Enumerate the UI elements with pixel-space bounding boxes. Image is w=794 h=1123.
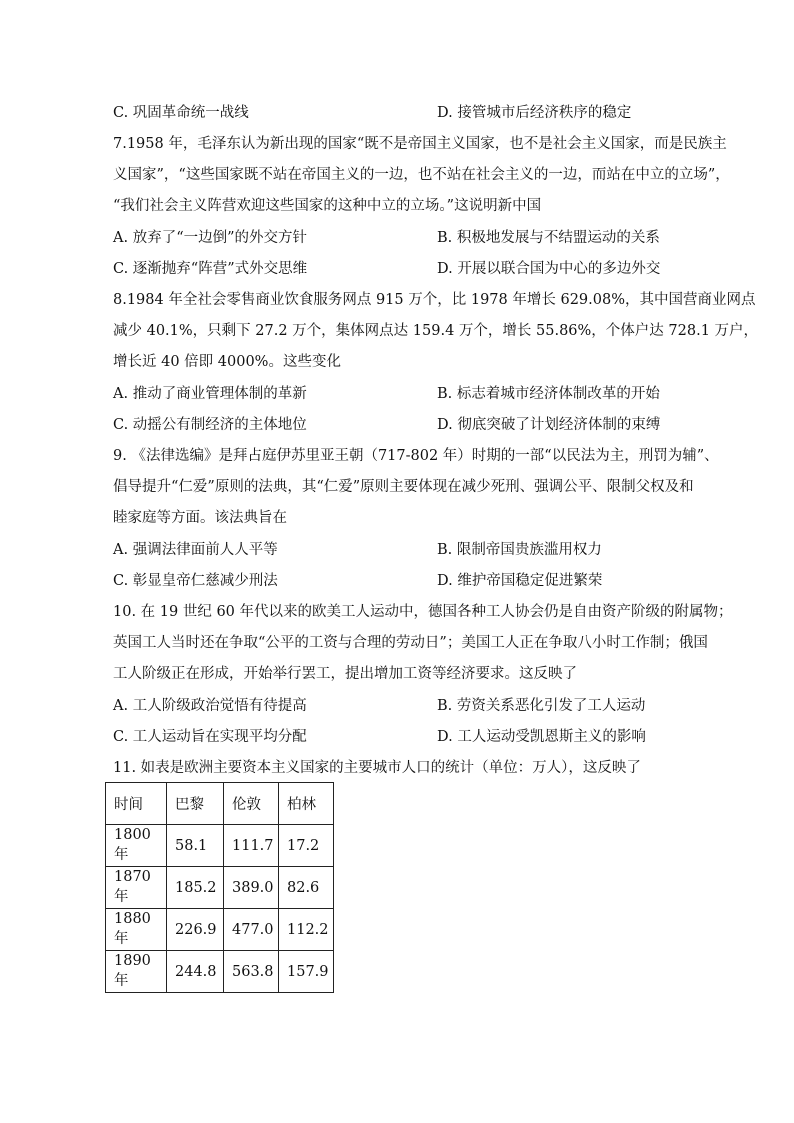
q7-stem-line-2: 义国家”，“这些国家既不站在帝国主义的一边，也不站在社会主义的一边，而站在中立的立场”， [113, 167, 730, 183]
q7-option-b: B. 积极地发展与不结盟运动的关系 [437, 230, 660, 246]
table-cell: 111.7 [224, 825, 279, 867]
table-header-cell: 巴黎 [167, 783, 224, 825]
q10-option-b: B. 劳资关系恶化引发了工人运动 [437, 698, 646, 714]
table-cell: 477.0 [224, 909, 279, 951]
table-cell: 1890 年 [106, 951, 167, 993]
q8-stem-line-2: 减少 40.1%，只剩下 27.2 万个，集体网点达 159.4 万个，增长 55.86%，个体户达 728.1 万户， [113, 323, 759, 339]
table-cell: 1800 年 [106, 825, 167, 867]
table-row [106, 909, 334, 951]
table-header-cell: 柏林 [279, 783, 334, 825]
table-cell: 58.1 [167, 825, 224, 867]
table-cell: 185.2 [167, 867, 224, 909]
q7-option-d: D. 开展以联合国为中心的多边外交 [437, 261, 661, 277]
q10-option-d: D. 工人运动受凯恩斯主义的影响 [437, 729, 646, 745]
q9-stem-line-3: 睦家庭等方面。该法典旨在 [113, 510, 287, 526]
q11-stem: 11. 如表是欧洲主要资本主义国家的主要城市人口的统计（单位：万人），这反映了 [113, 760, 641, 776]
table-header-cell: 伦敦 [224, 783, 279, 825]
q9-stem-line-1: 9. 《法律选编》是拜占庭伊苏里亚王朝（717-802 年）时期的一部“以民法为主，刑罚为辅”、 [113, 448, 719, 464]
table-cell: 244.8 [167, 951, 224, 993]
q8-option-b: B. 标志着城市经济体制改革的开始 [437, 386, 660, 402]
q9-stem-line-2: 倡导提升“仁爱”原则的法典，其“仁爱”原则主要体现在减少死刑、强调公平、限制父权及和 [113, 479, 694, 495]
table-header-row [106, 783, 334, 825]
table-cell: 112.2 [279, 909, 334, 951]
q9-option-b: B. 限制帝国贵族滥用权力 [437, 542, 602, 558]
q10-stem-line-3: 工人阶级正在形成，开始举行罢工，提出增加工资等经济要求。这反映了 [113, 666, 577, 682]
table-cell: 389.0 [224, 867, 279, 909]
q8-option-a: A. 推动了商业管理体制的革新 [113, 386, 307, 402]
q7-option-a: A. 放弃了“一边倒”的外交方针 [113, 230, 308, 246]
q7-option-c: C. 逐渐抛弃“阵营”式外交思维 [113, 261, 308, 277]
table-cell: 1880 年 [106, 909, 167, 951]
q6-option-c: C. 巩固革命统一战线 [113, 105, 249, 121]
table-cell: 1870 年 [106, 867, 167, 909]
q10-stem-line-1: 10. 在 19 世纪 60 年代以来的欧美工人运动中，德国各种工人协会仍是自由资产阶级的附属物； [113, 604, 733, 620]
q8-stem-line-3: 增长近 40 倍即 4000%。这些变化 [113, 354, 341, 370]
table-row [106, 825, 334, 867]
q10-option-c: C. 工人运动旨在实现平均分配 [113, 729, 307, 745]
q9-option-d: D. 维护帝国稳定促进繁荣 [437, 573, 603, 589]
q8-stem-line-1: 8.1984 年全社会零售商业饮食服务网点 915 万个，比 1978 年增长 629.08%，其中国营商业网点 [113, 292, 756, 308]
q7-stem-line-1: 7.1958 年，毛泽东认为新出现的国家“既不是帝国主义国家，也不是社会主义国家，而是民族主 [113, 136, 727, 152]
table-row [106, 951, 334, 993]
population-table [105, 782, 334, 993]
q9-option-c: C. 彰显皇帝仁慈减少刑法 [113, 573, 278, 589]
q10-stem-line-2: 英国工人当时还在争取“公平的工资与合理的劳动日”；美国工人正在争取八小时工作制；俄国 [113, 635, 708, 651]
q7-stem-line-3: “我们社会主义阵营欢迎这些国家的这种中立的立场。”这说明新中国 [113, 198, 542, 214]
q10-option-a: A. 工人阶级政治觉悟有待提高 [113, 698, 307, 714]
q8-option-c: C. 动摇公有制经济的主体地位 [113, 417, 307, 433]
table-cell: 17.2 [279, 825, 334, 867]
table-cell: 563.8 [224, 951, 279, 993]
q8-option-d: D. 彻底突破了计划经济体制的束缚 [437, 417, 661, 433]
table-cell: 226.9 [167, 909, 224, 951]
table-header-cell: 时间 [106, 783, 167, 825]
table-cell: 157.9 [279, 951, 334, 993]
q6-option-d: D. 接管城市后经济秩序的稳定 [437, 105, 632, 121]
table-cell: 82.6 [279, 867, 334, 909]
q9-option-a: A. 强调法律面前人人平等 [113, 542, 278, 558]
table-row [106, 867, 334, 909]
